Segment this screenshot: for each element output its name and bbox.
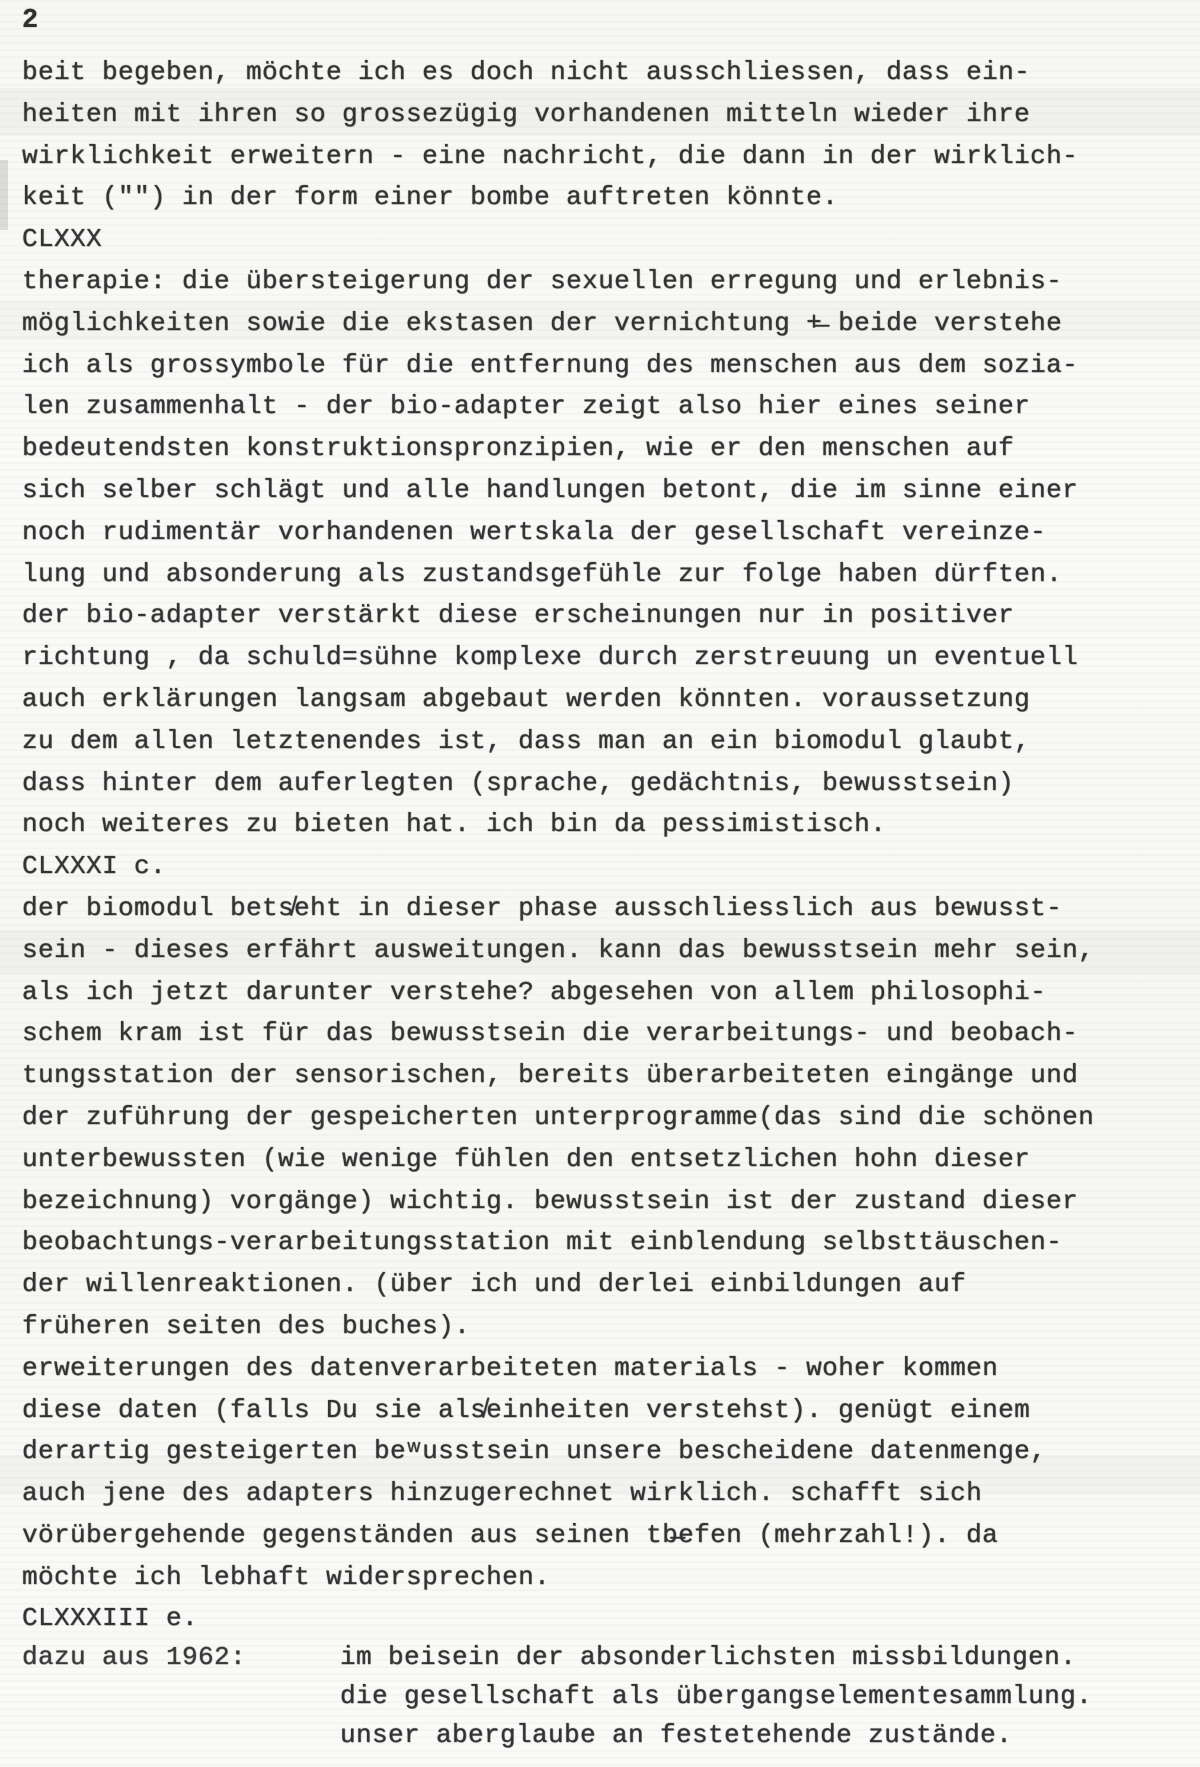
note-line: im beisein der absonderlichsten missbildungen. xyxy=(340,1642,1077,1672)
typed-line: bedeutendsten konstruktionspronzipien, wie er den menschen auf xyxy=(22,433,1015,464)
typed-line: therapie: die übersteigerung der sexuellen erregung und erlebnis- xyxy=(22,265,1063,296)
typed-line: beobachtungs-verarbeitungsstation mit einblendung selbsttäuschen- xyxy=(22,1227,1063,1258)
note-line: unser aberglaube an festetehende zustände. xyxy=(340,1720,1013,1750)
typed-line: wirklichkeit erweitern - eine nachricht, die dann in der wirklich- xyxy=(22,140,1079,171)
typed-line: diese daten (falls Du sie als̸einheiten verstehst). genügt einem xyxy=(22,1394,1031,1425)
typed-line: CLXXX xyxy=(22,224,103,255)
dated-note-row xyxy=(22,1638,1182,1755)
typed-line: der willenreaktionen. (über ich und derlei einbildungen auf xyxy=(22,1269,967,1300)
typed-line: CLXXXI c. xyxy=(22,851,167,882)
typed-line: lung und absonderung als zustandsgefühle zur folge haben dürften. xyxy=(22,558,1063,589)
typed-line: als ich jetzt darunter verstehe? abgesehen von allem philosophi- xyxy=(22,976,1047,1007)
typed-line: schem kram ist für das bewusstsein die verarbeitungs- und beobach- xyxy=(22,1018,1079,1049)
typed-line: CLXXXIII e. xyxy=(22,1603,199,1634)
typed-line: erweiterungen des datenverarbeiteten materials - woher kommen xyxy=(22,1352,999,1383)
typed-line: sein - dieses erfährt ausweitungen. kann das bewusstsein mehr sein, xyxy=(22,934,1095,965)
note-line: die gesellschaft als übergangselementesammlung. xyxy=(340,1681,1093,1711)
typed-line: len zusammenhalt - der bio-adapter zeigt also hier eines seiner xyxy=(22,391,1031,422)
typed-line: tungsstation der sensorischen, bereits überarbeiteten eingänge und xyxy=(22,1060,1079,1091)
scan-artifact xyxy=(0,160,8,230)
typed-line: dass hinter dem auferlegten (sprache, gedächtnis, bewusstsein) xyxy=(22,767,1015,798)
typed-line: sich selber schlägt und alle handlungen betont, die im sinne einer xyxy=(22,474,1079,505)
typed-line: vörübergehende gegenständen aus seinen tb̶efen (mehrzahl!). da xyxy=(22,1519,999,1550)
typed-line: auch jene des adapters hinzugerechnet wirklich. schafft sich xyxy=(22,1478,983,1509)
typed-line: auch erklärungen langsam abgebaut werden könnten. voraussetzung xyxy=(22,683,1031,714)
typed-line: unterbewussten (wie wenige fühlen den entsetzlichen hohn dieser xyxy=(22,1143,1031,1174)
typed-line: richtung , da schuld=sühne komplexe durch zerstreuung un eventuell xyxy=(22,642,1079,673)
typed-line: noch rudimentär vorhandenen wertskala der gesellschaft vereinze- xyxy=(22,516,1047,547)
typed-line: der zuführung der gespeicherten unterprogramme(das sind die schönen xyxy=(22,1101,1095,1132)
typed-line: derartig gesteigerten beʷusstsein unsere bescheidene datenmenge, xyxy=(22,1436,1047,1467)
typed-line: möchte ich lebhaft widersprechen. xyxy=(22,1561,551,1592)
typed-line: früheren seiten des buches). xyxy=(22,1310,471,1341)
typed-line: möglichkeiten sowie die ekstasen der vernichtung +̶ beide verstehe xyxy=(22,307,1063,338)
typed-line: keit ("") in der form einer bombe auftreten könnte. xyxy=(22,182,839,213)
typed-line: ich als grossymbole für die entfernung des menschen aus dem sozia- xyxy=(22,349,1079,380)
typed-line: beit begeben, möchte ich es doch nicht ausschliessen, dass ein- xyxy=(22,57,1031,87)
page-number: 2 xyxy=(22,6,39,36)
typed-line: zu dem allen letztenendes ist, dass man an ein biomodul glaubt, xyxy=(22,725,1031,756)
typed-text-block xyxy=(22,52,1182,1640)
typed-line: heiten mit ihren so grossezügig vorhandenen mitteln wieder ihre xyxy=(22,98,1031,129)
typed-line: der biomodul bets̸eht in dieser phase ausschliesslich aus bewusst- xyxy=(22,892,1063,923)
typed-line: noch weiteres zu bieten hat. ich bin da pessimistisch. xyxy=(22,809,887,840)
note-lines xyxy=(340,1638,1092,1755)
typed-line: der bio-adapter verstärkt diese erscheinungen nur in positiver xyxy=(22,600,1015,631)
date-label: dazu aus 1962: xyxy=(22,1642,247,1672)
typed-line: bezeichnung) vorgänge) wichtig. bewusstsein ist der zustand dieser xyxy=(22,1185,1079,1216)
